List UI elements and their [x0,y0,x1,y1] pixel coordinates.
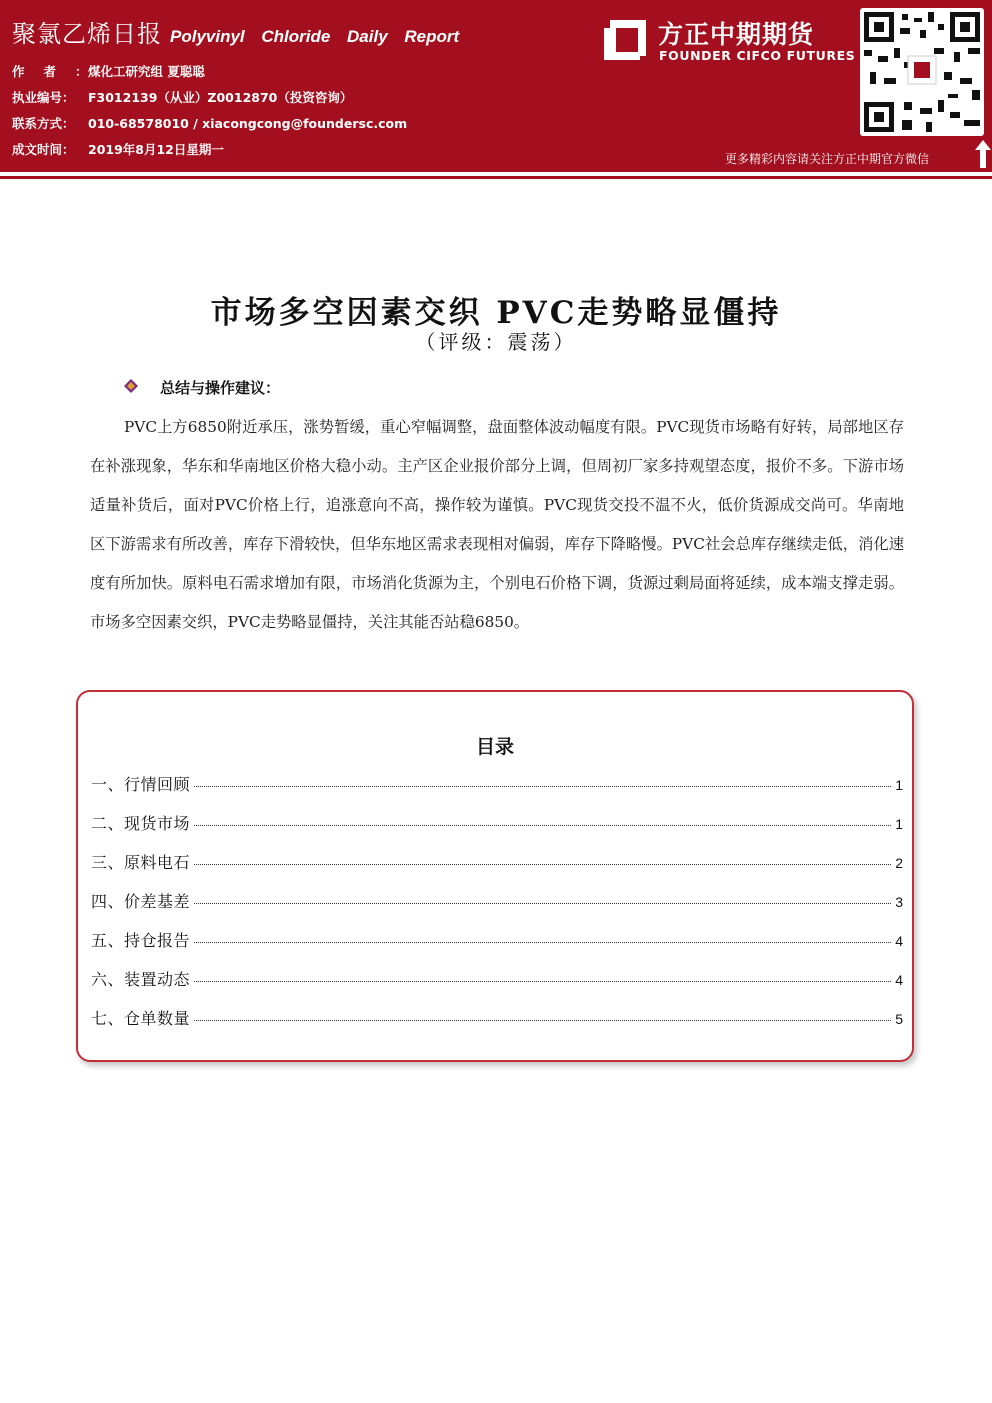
toc-item-label: 六、装置动态 [91,970,191,989]
toc-item-label: 四、价差基差 [91,892,191,911]
toc-item-label: 五、持仓报告 [91,931,191,950]
toc-list [91,772,903,1045]
report-title-cn: 聚氯乙烯日报 [12,20,162,48]
follow-wechat-text: 更多精彩内容请关注方正中期官方微信 [725,152,930,166]
up-arrow-icon [975,140,991,168]
toc-item-label: 一、行情回顾 [91,775,191,794]
toc-page-number: 1 [895,777,903,793]
toc-page-number: 4 [895,972,903,988]
meta-value: 2019年8月12日星期一 [88,142,224,157]
toc-item[interactable] [91,889,903,928]
author-meta [12,62,407,166]
founder-logo-icon [602,16,648,62]
toc-item[interactable] [91,850,903,889]
toc-item-label: 三、原料电石 [91,853,191,872]
qr-code-icon [864,12,980,132]
rating-label: （评级：震荡） [415,330,577,354]
toc-leader-dots [194,825,891,826]
summary-heading [124,377,280,398]
meta-row-license [12,88,407,114]
summary-heading-text: 总结与操作建议： [160,379,281,397]
meta-row-date [12,140,407,166]
meta-label: 联系方式： [12,116,75,131]
toc-page-number: 4 [895,933,903,949]
toc-item[interactable] [91,772,903,811]
toc-leader-dots [194,981,891,982]
meta-value[interactable]: 010-68578010 / xiacongcong@foundersc.com [88,116,408,131]
toc-item[interactable] [91,967,903,1006]
toc-item-label: 二、现货市场 [91,814,191,833]
company-logo [602,16,854,64]
report-header [0,0,992,172]
header-divider [0,176,992,179]
meta-label: 执业编号： [12,90,75,105]
toc-page-number: 5 [895,1011,903,1027]
toc-page-number: 3 [895,894,903,910]
meta-value: F3012139（从业）Z0012870（投资咨询） [88,90,353,105]
document-title: 市场多空因素交织 PVC走势略显僵持 [210,294,782,331]
logo-text-cn: 方正中期期货 [658,20,815,49]
meta-label: 成文时间： [12,142,75,157]
toc-leader-dots [194,1020,891,1021]
toc-page-number: 2 [895,855,903,871]
toc-item[interactable] [91,928,903,967]
meta-label: 作者： [12,64,107,79]
summary-paragraph: PVC上方6850附近承压，涨势暂缓，重心窄幅调整，盘面整体波动幅度有限。PVC现货市场略有好转，局部地区存在补涨现象，华东和华南地区价格大稳小动。主产区企业报价部分上调，但周初厂家多持观望态度，报价不多。下游市场适量补货后，面对PVC价格上行，追涨意向不高，操作较为谨慎。PVC现货交投不温不火，低价货源成交尚可。华南地区下游需求有所改善，库存下滑较快，但华东地区需求表现相对偏弱，库存下降略慢。PVC社会总库存继续走低，消化速度有所加快。原料电石需求增加有限，市场消化货源为主，个别电石价格下调，货源过剩局面将延续，成本端支撑走弱。市场多空因素交织，PVC走势略显僵持，关注其能否站稳6850。 [90,418,904,631]
logo-text-en: FOUNDER CIFCO FUTURES [659,48,856,63]
toc-leader-dots [194,864,891,865]
toc-item[interactable] [91,1006,903,1045]
toc-leader-dots [194,903,891,904]
toc-title: 目录 [475,736,514,758]
meta-value: 煤化工研究组 夏聪聪 [88,64,205,79]
diamond-bullet-icon [124,379,160,397]
table-of-contents [76,690,914,1062]
report-title-en: Polyvinyl Chloride Daily Report [170,27,460,46]
toc-leader-dots [194,942,891,943]
report-title [12,14,459,49]
meta-row-author [12,62,407,88]
toc-leader-dots [194,786,891,787]
toc-item-label: 七、仓单数量 [91,1009,191,1028]
toc-page-number: 1 [895,816,903,832]
meta-row-contact [12,114,407,140]
toc-item[interactable] [91,811,903,850]
qr-code[interactable] [860,8,984,136]
